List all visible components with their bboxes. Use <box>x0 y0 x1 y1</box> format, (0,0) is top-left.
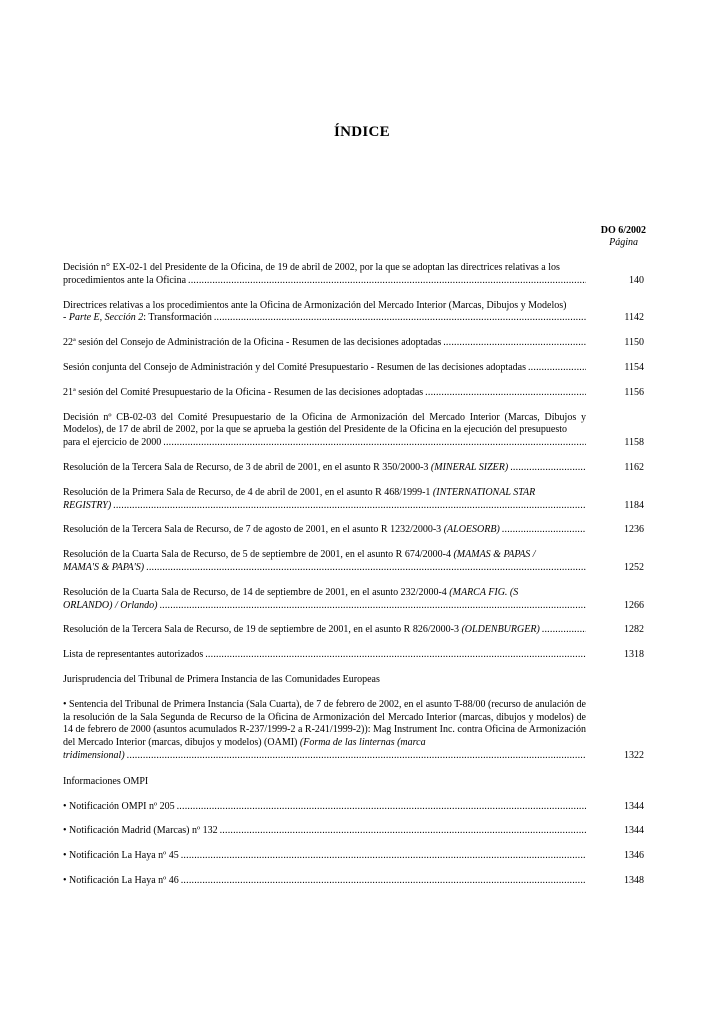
entry-text-italic: (MINERAL SIZER) <box>430 461 509 473</box>
leader-dots <box>528 362 586 375</box>
leader-dots <box>146 562 586 575</box>
entry-text-last-line: Resolución de la Tercera Sala de Recurso, de 7 de agosto de 2001, en el asunto R 1232/2000-3 <box>63 524 444 536</box>
toc-entry[interactable] <box>63 524 646 537</box>
toc-entry[interactable] <box>63 801 646 814</box>
toc-entry[interactable] <box>63 875 646 888</box>
page-number: 1344 <box>624 825 644 837</box>
entry-text: Decisión nº CB-02-03 del Comité Presupuestario de la Oficina de Armonización del Mercado Interior (Marcas, Dibujos y Modelos), de 17 de abril de 2002, por la que se aprueba la gestión del Presidente de la Oficina en la ejecución del presupuesto <box>63 411 586 436</box>
toc-entry[interactable] <box>63 699 646 763</box>
page-number: 1282 <box>624 624 644 636</box>
entry-text: Resolución de la Cuarta Sala de Recurso, de 5 de septiembre de 2001, en el asunto R 674/2000-4 <box>63 549 454 561</box>
page-number: 1344 <box>624 800 644 812</box>
toc-entry[interactable] <box>63 624 646 637</box>
toc-entry[interactable] <box>63 262 646 288</box>
entry-text: • Sentencia del Tribunal de Primera Instancia (Sala Cuarta), de 7 de febrero de 2002, en el asunto T-88/00 (recurso de anulación de la resolución de la Sala Segunda de Recurso de la Oficina de Armonización del Mercado Interior (marcas, dibujos y modelos) de 14 de febrero de 2000 (asuntos acumulados R-237/1999-2 a R-241/1999-2)): Mag Instrument Inc. contra Oficina de Armonización del Mercado Interior (marcas, dibujos y modelos) (OAMI) <box>63 698 586 749</box>
page-number: 1348 <box>624 874 644 886</box>
entry-text: Directrices relativas a los procedimientos ante la Oficina de Armonización del Mercado Interior (Marcas, Dibujos y Modelos) <box>63 299 567 311</box>
entry-text-italic: (INTERNATIONAL STAR <box>432 486 536 498</box>
toc-entry[interactable] <box>63 549 646 575</box>
toc-entry[interactable] <box>63 649 646 662</box>
entry-text-last-line: procedimientos ante la Oficina <box>63 274 187 286</box>
issue-number: DO 6/2002 <box>600 225 646 236</box>
toc-entry[interactable] <box>63 825 646 838</box>
entry-text-last-line: ORLANDO) / Orlando) <box>63 599 158 611</box>
leader-dots <box>502 524 586 537</box>
entry-text-last-line: • Notificación Madrid (Marcas) nº 132 <box>63 825 218 837</box>
page-number: 1184 <box>624 499 644 511</box>
page-number: 1142 <box>624 312 644 324</box>
entry-text-last-line: para el ejercicio de 2000 <box>63 437 162 449</box>
leader-dots <box>177 801 586 814</box>
entry-text-last-line: MAMA'S & PAPA'S) <box>63 561 145 573</box>
page-number: 1322 <box>624 749 644 761</box>
page-number: 1266 <box>624 599 644 611</box>
leader-dots <box>443 337 586 350</box>
entry-text-last-line: Resolución de la Tercera Sala de Recurso, de 19 de septiembre de 2001, en el asunto R 826/2000-3 <box>63 624 462 636</box>
entry-text-italic: (OLDENBURGER) <box>461 624 540 636</box>
leader-dots <box>220 825 586 838</box>
entry-text-last-line: REGISTRY) <box>63 499 112 511</box>
leader-dots <box>188 275 586 288</box>
entry-text-italic: (ALOESORB) <box>443 524 500 536</box>
toc-entry[interactable] <box>63 412 646 450</box>
table-of-contents <box>63 262 646 900</box>
toc-entry[interactable] <box>63 362 646 375</box>
entry-text-italic: (MARCA FIG. (S <box>449 586 519 598</box>
toc-entry[interactable] <box>63 587 646 613</box>
toc-entry[interactable] <box>63 337 646 350</box>
leader-dots <box>163 437 586 450</box>
entry-text-italic: - Parte E, Sección 2 <box>63 312 144 324</box>
entry-text-last-line: • Notificación La Haya nº 45 <box>63 850 179 862</box>
entry-text-last-line: tridimensional) <box>63 749 125 761</box>
page-number: 140 <box>629 274 644 286</box>
toc-entry[interactable] <box>63 487 646 513</box>
page-number: 1252 <box>624 561 644 573</box>
leader-dots <box>542 624 586 637</box>
entry-text: Resolución de la Primera Sala de Recurso, de 4 de abril de 2001, en el asunto R 468/1999-1 <box>63 486 433 498</box>
leader-dots <box>510 462 586 475</box>
entry-text: Resolución de la Cuarta Sala de Recurso, de 14 de septiembre de 2001, en el asunto 232/2000-4 <box>63 586 450 598</box>
page-number: 1156 <box>624 386 644 398</box>
entry-text-last-line: : Transformación <box>143 312 212 324</box>
toc-entry[interactable] <box>63 850 646 863</box>
toc-entry[interactable] <box>63 462 646 475</box>
entry-text-last-line: • Notificación La Haya nº 46 <box>63 874 179 886</box>
page-number: 1236 <box>624 524 644 536</box>
leader-dots <box>127 750 586 763</box>
leader-dots <box>181 875 586 888</box>
entry-text-italic: (Forma de las linternas (marca <box>299 737 426 749</box>
leader-dots <box>214 312 586 325</box>
page-number: 1158 <box>624 437 644 449</box>
entry-text-last-line: 21ª sesión del Comité Presupuestario de la Oficina - Resumen de las decisiones adoptadas <box>63 386 424 398</box>
section-heading-jurisprudencia: Jurisprudencia del Tribunal de Primera Instancia de las Comunidades Europeas <box>63 673 380 685</box>
page-number: 1154 <box>624 361 644 373</box>
toc-entry[interactable] <box>63 387 646 400</box>
entry-text-last-line: Resolución de la Tercera Sala de Recurso, de 3 de abril de 2001, en el asunto R 350/2000-3 <box>63 461 431 473</box>
page-number: 1150 <box>624 337 644 349</box>
entry-text-last-line: 22ª sesión del Consejo de Administración de la Oficina - Resumen de las decisiones adoptadas <box>63 337 442 349</box>
page-number: 1346 <box>624 850 644 862</box>
page-number: 1162 <box>624 461 644 473</box>
leader-dots <box>205 649 586 662</box>
toc-entry[interactable] <box>63 300 646 326</box>
page-title: ÍNDICE <box>334 124 390 140</box>
entry-text: Decisión n° EX-02-1 del Presidente de la Oficina, de 19 de abril de 2002, por la que se adoptan las directrices relativas a los <box>63 262 560 273</box>
section-heading-ompi: Informaciones OMPI <box>63 775 149 787</box>
leader-dots <box>159 600 586 613</box>
leader-dots <box>425 387 586 400</box>
leader-dots <box>113 500 586 513</box>
entry-text-last-line: • Notificación OMPI nº 205 <box>63 800 175 812</box>
entry-text-last-line: Sesión conjunta del Consejo de Administración y del Comité Presupuestario - Resumen de las decisiones adoptadas <box>63 361 526 373</box>
page-column-label: Página <box>609 237 638 248</box>
entry-text-last-line: Lista de representantes autorizados <box>63 649 204 661</box>
entry-text-italic: (MAMAS & PAPAS / <box>453 549 536 561</box>
leader-dots <box>181 850 586 863</box>
page-number: 1318 <box>624 649 644 661</box>
